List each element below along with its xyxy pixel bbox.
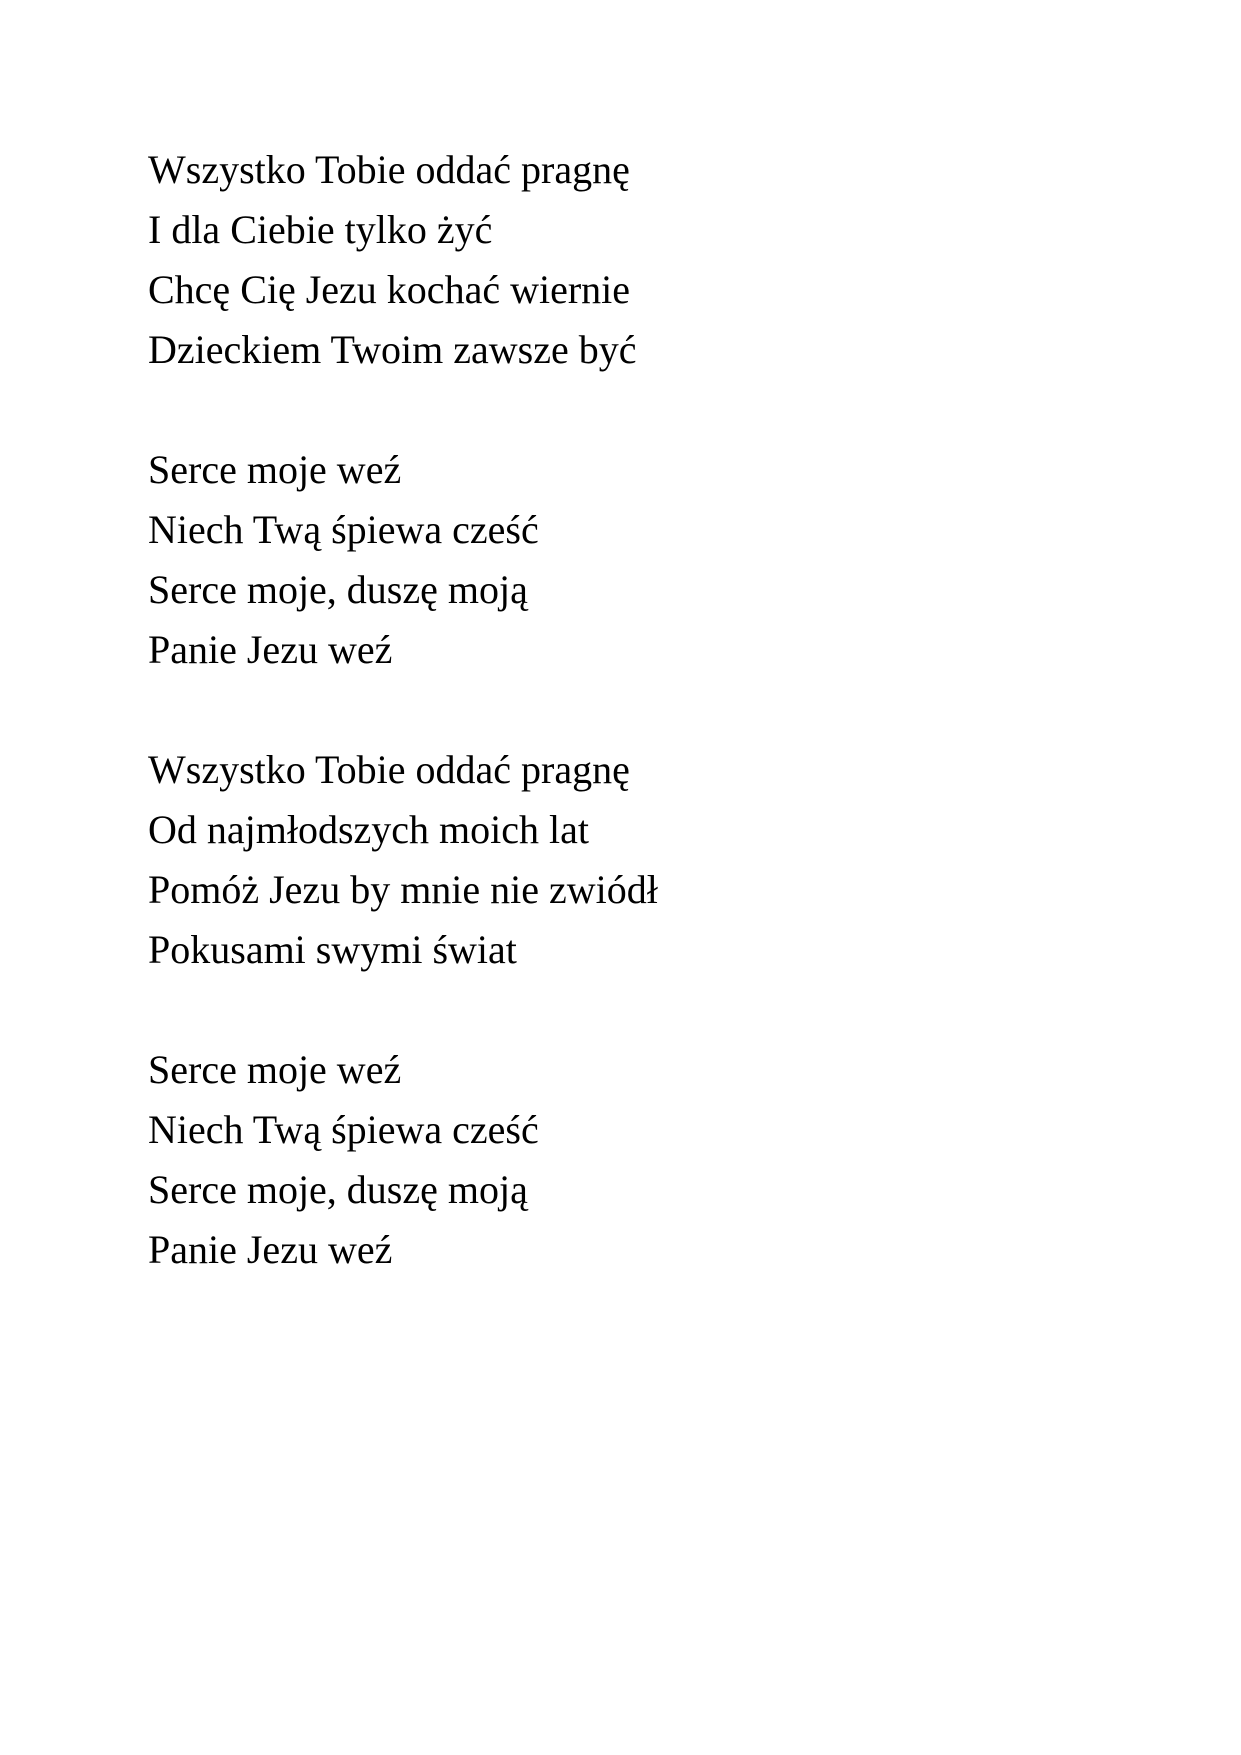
- lyric-line: Od najmłodszych moich lat: [148, 807, 590, 852]
- lyric-line: Pokusami swymi świat: [148, 927, 517, 972]
- lyric-line: Serce moje weź: [148, 1047, 402, 1092]
- lyric-line: Dzieckiem Twoim zawsze być: [148, 327, 637, 372]
- lyric-line: Serce moje, duszę moją: [148, 1167, 528, 1212]
- lyric-line: Wszystko Tobie oddać pragnę: [148, 147, 630, 192]
- stanza-1: [148, 140, 1048, 380]
- lyric-line: Pomóż Jezu by mnie nie zwiódł: [148, 867, 658, 912]
- lyric-line: Panie Jezu weź: [148, 1227, 393, 1272]
- lyric-line: Serce moje, duszę moją: [148, 567, 528, 612]
- stanza-4-refrain: [148, 1040, 1048, 1280]
- stanza-3: [148, 740, 1048, 980]
- lyrics-body: [148, 140, 1048, 1340]
- lyric-line: Wszystko Tobie oddać pragnę: [148, 747, 630, 792]
- stanza-2-refrain: [148, 440, 1048, 680]
- lyric-line: Niech Twą śpiewa cześć: [148, 507, 539, 552]
- lyric-line: Panie Jezu weź: [148, 627, 393, 672]
- lyric-line: I dla Ciebie tylko żyć: [148, 207, 493, 252]
- lyric-line: Niech Twą śpiewa cześć: [148, 1107, 539, 1152]
- lyric-line: Serce moje weź: [148, 447, 402, 492]
- lyric-line: Chcę Cię Jezu kochać wiernie: [148, 267, 631, 312]
